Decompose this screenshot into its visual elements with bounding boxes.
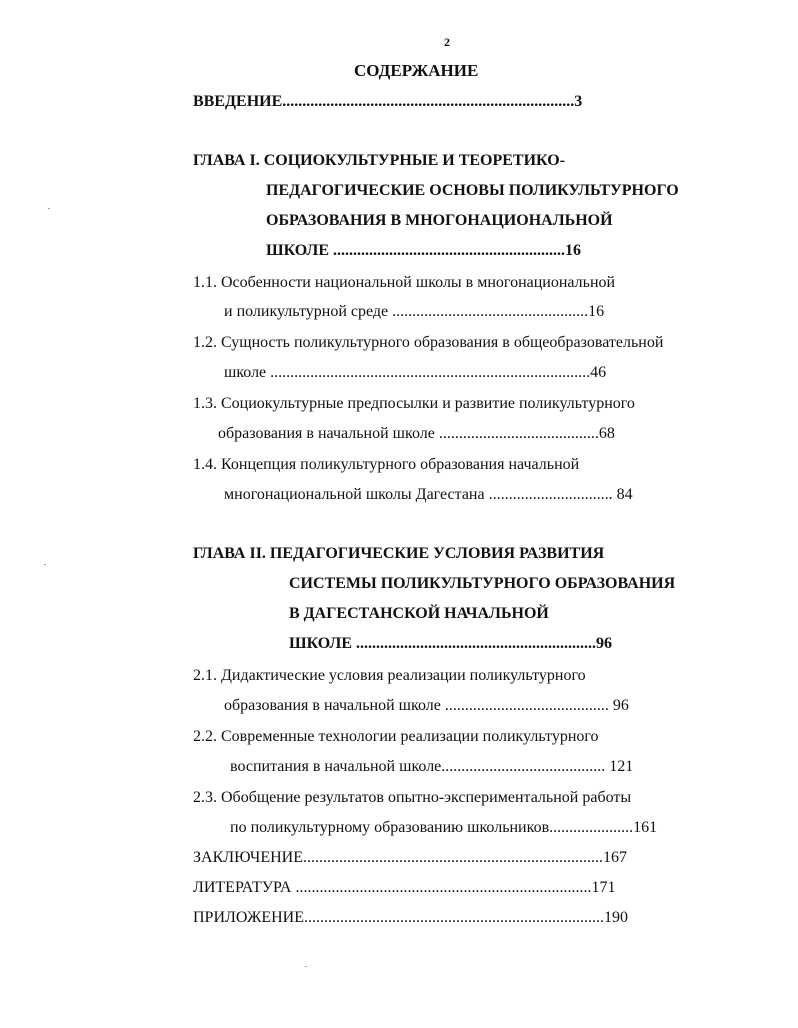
toc-section-2-2-line1[interactable]: 2.2. Современные технологии реализации поликультурного xyxy=(193,728,599,745)
toc-section-2-1-line1[interactable]: 2.1. Дидактические условия реализации поликультурного xyxy=(193,667,586,684)
toc-section-1-4-line1[interactable]: 1.4. Концепция поликультурного образования начальной xyxy=(193,456,580,473)
scan-speck xyxy=(305,966,307,967)
page-number: 2 xyxy=(444,35,450,49)
toc-intro[interactable]: ВВЕДЕНИЕ.........................................................................3 xyxy=(193,93,583,110)
toc-section-1-3-line1[interactable]: 1.3. Социокультурные предпосылки и развитие поликультурного xyxy=(193,395,635,412)
toc-section-2-3-line2[interactable]: по поликультурному образованию школьников.....................161 xyxy=(230,819,658,836)
toc-chapter2-line1[interactable]: ГЛАВА II. ПЕДАГОГИЧЕСКИЕ УСЛОВИЯ РАЗВИТИЯ xyxy=(193,545,605,562)
toc-section-1-1-line2[interactable]: и поликультурной среде .................................................16 xyxy=(224,303,605,320)
toc-chapter2-line2[interactable]: СИСТЕМЫ ПОЛИКУЛЬТУРНОГО ОБРАЗОВАНИЯ xyxy=(289,575,676,592)
toc-section-1-3-line2[interactable]: образования в начальной школе ........................................68 xyxy=(218,425,615,442)
scan-speck xyxy=(48,208,50,209)
toc-chapter1-line3[interactable]: ОБРАЗОВАНИЯ В МНОГОНАЦИОНАЛЬНОЙ xyxy=(266,212,613,229)
toc-appendix[interactable]: ПРИЛОЖЕНИЕ...........................................................................190 xyxy=(193,909,629,926)
toc-section-1-4-line2[interactable]: многонациональной школы Дагестана ............................... 84 xyxy=(224,486,633,503)
toc-chapter1-line1[interactable]: ГЛАВА I. СОЦИОКУЛЬТУРНЫЕ И ТЕОРЕТИКО- xyxy=(193,152,566,169)
toc-literature[interactable]: ЛИТЕРАТУРА ..........................................................................171 xyxy=(193,879,616,896)
toc-chapter1-line4[interactable]: ШКОЛЕ ..........................................................16 xyxy=(266,242,582,259)
toc-conclusion[interactable]: ЗАКЛЮЧЕНИЕ...........................................................................167 xyxy=(193,849,627,866)
toc-chapter2-line4[interactable]: ШКОЛЕ ............................................................96 xyxy=(289,635,613,652)
scan-speck xyxy=(44,564,46,565)
toc-section-2-2-line2[interactable]: воспитания в начальной школе......................................... 121 xyxy=(230,758,634,775)
toc-section-2-1-line2[interactable]: образования в начальной школе ......................................... 96 xyxy=(224,697,629,714)
toc-section-1-1-line1[interactable]: 1.1. Особенности национальной школы в многонациональной xyxy=(193,274,616,291)
toc-section-1-2-line2[interactable]: школе ................................................................................46 xyxy=(224,364,607,381)
toc-chapter1-line2[interactable]: ПЕДАГОГИЧЕСКИЕ ОСНОВЫ ПОЛИКУЛЬТУРНОГО xyxy=(266,182,679,199)
toc-chapter2-line3[interactable]: В ДАГЕСТАНСКОЙ НАЧАЛЬНОЙ xyxy=(289,605,549,622)
toc-section-1-2-line1[interactable]: 1.2. Сущность поликультурного образования в общеобразовательной xyxy=(193,334,664,351)
page-title: СОДЕРЖАНИЕ xyxy=(354,61,479,80)
toc-section-2-3-line1[interactable]: 2.3. Обобщение результатов опытно-экспериментальной работы xyxy=(193,789,632,806)
